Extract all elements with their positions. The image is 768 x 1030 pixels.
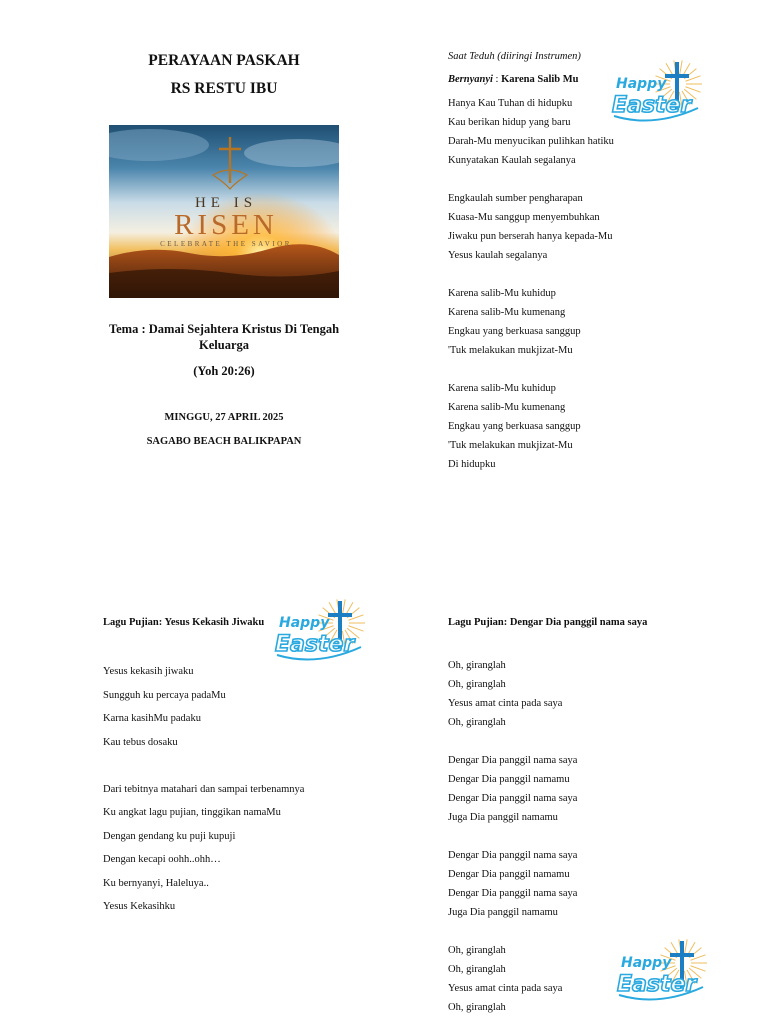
sun-ray xyxy=(684,939,687,955)
sun-ray xyxy=(686,87,701,92)
lyric-line: Darah-Mu menyucikan pulihkan hatiku xyxy=(448,136,614,147)
sun-ray xyxy=(679,60,682,76)
badge-word-easter: Easter xyxy=(617,972,697,997)
lyric-line: Oh, giranglah xyxy=(448,717,506,728)
badge-word-happy: Happy xyxy=(616,76,667,92)
song-separator: : xyxy=(492,74,502,85)
image-text-risen: RISEN xyxy=(174,209,278,241)
image-text-celebrate: CELEBRATE THE SAVIOR xyxy=(160,240,292,248)
song-title-line xyxy=(448,74,579,85)
lyric-line: Yesus amat cinta pada saya xyxy=(448,983,563,994)
lyric-line: Dengar Dia panggil namamu xyxy=(448,869,570,880)
cover-title-line1: PERAYAAN PASKAH xyxy=(148,52,300,69)
stanza-gap xyxy=(448,732,708,751)
lyric-line: Karena salib-Mu kuhidup xyxy=(448,383,556,394)
lyric-line: Ku angkat lagu pujian, tinggikan namaMu xyxy=(103,807,281,818)
sun-ray xyxy=(349,626,364,631)
lyric-line: Oh, giranglah xyxy=(448,1002,506,1013)
lyric-line: Oh, giranglah xyxy=(448,679,506,690)
lyric-line: Karena salib-Mu kumenang xyxy=(448,402,566,413)
song-heading-dengar-dia: Lagu Pujian: Dengar Dia panggil nama saya xyxy=(448,617,648,628)
lyric-line: Yesus amat cinta pada saya xyxy=(448,698,563,709)
lyric-line: Oh, giranglah xyxy=(448,964,506,975)
lyric-line: Juga Dia panggil namamu xyxy=(448,812,558,823)
cover-title-line2: RS RESTU IBU xyxy=(170,80,278,97)
happy-easter-badge-middle xyxy=(269,587,367,685)
happy-easter-badge-top xyxy=(606,48,704,146)
song-title: Karena Salib Mu xyxy=(501,74,579,85)
lyric-line: Dengar Dia panggil namamu xyxy=(448,774,570,785)
lyric-line: Kau berikan hidup yang baru xyxy=(448,117,571,128)
lyric-line: Juga Dia panggil namamu xyxy=(448,907,558,918)
intro-text: Saat Teduh (diiringi Instrumen) xyxy=(448,51,581,62)
lyric-line: Sungguh ku percaya padaMu xyxy=(103,689,226,701)
stanza-gap xyxy=(103,754,363,778)
cross-bar xyxy=(665,74,689,78)
lyric-line: Di hidupku xyxy=(448,459,496,470)
badge-word-easter: Easter xyxy=(612,93,692,118)
stanza-gap xyxy=(448,170,708,189)
cover-date: MINGGU, 27 APRIL 2025 xyxy=(164,412,284,423)
lyric-line: Oh, giranglah xyxy=(448,660,506,671)
lyric-line: Ku bernyanyi, Haleluya.. xyxy=(103,877,209,889)
lyric-line: Dengar Dia panggil nama saya xyxy=(448,888,578,899)
lyric-line: Kau tebus dosaku xyxy=(103,736,178,748)
badge-word-happy: Happy xyxy=(621,955,672,971)
lyric-line: Dengar Dia panggil nama saya xyxy=(448,755,578,766)
lyric-line: Dengar Dia panggil nama saya xyxy=(448,793,578,804)
lyric-line: Hanya Kau Tuhan di hidupku xyxy=(448,98,573,109)
stanza-gap xyxy=(448,360,708,379)
lyric-line: Kuasa-Mu sanggup menyembuhkan xyxy=(448,212,600,223)
sun-ray xyxy=(342,599,345,615)
cross-bar xyxy=(328,613,352,617)
lyric-line: Engkaulah sumber pengharapan xyxy=(448,193,583,204)
badge-word-easter: Easter xyxy=(275,632,355,657)
lyric-line: Yesus Kekasihku xyxy=(103,901,176,912)
song-heading-yesus-kekasih-jiwaku: Lagu Pujian: Yesus Kekasih Jiwaku xyxy=(103,617,265,628)
lyric-line: Karena salib-Mu kumenang xyxy=(448,307,566,318)
cover-theme: Tema : Damai Sejahtera Kristus Di Tengah Keluarga xyxy=(108,322,340,352)
cover-location: SAGABO BEACH BALIKPAPAN xyxy=(146,436,302,447)
lyric-line: Yesus kekasih jiwaku xyxy=(103,666,194,677)
lyric-line: 'Tuk melakukan mukjizat-Mu xyxy=(448,345,573,356)
lyric-line: Yesus kaulah segalanya xyxy=(448,250,548,261)
lyrics-karena-salib-mu xyxy=(448,94,708,474)
lyrics-yesus-kekasih-jiwaku xyxy=(103,660,363,919)
he-is-risen-image xyxy=(109,125,339,298)
stanza-gap xyxy=(448,265,708,284)
stanza-gap xyxy=(448,827,708,846)
lyric-line: Karna kasihMu padaku xyxy=(103,713,201,724)
lyric-line: Dengan gendang ku puji kupuji xyxy=(103,830,236,842)
lyric-line: 'Tuk melakukan mukjizat-Mu xyxy=(448,440,573,451)
lyric-line: Dengan kecapi oohh..ohh… xyxy=(103,854,221,865)
lyric-line: Dengar Dia panggil nama saya xyxy=(448,850,578,861)
lyric-line: Dari tebitnya matahari dan sampai terbenamnya xyxy=(103,783,305,795)
lyric-line: Engkau yang berkuasa sanggup xyxy=(448,421,581,432)
happy-easter-badge-bottom xyxy=(611,927,709,1025)
cross-bar xyxy=(670,953,694,957)
cover-verse: (Yoh 20:26) xyxy=(193,364,255,378)
sun-ray xyxy=(691,966,706,971)
lyric-line: Jiwaku pun berserah hanya kepada-Mu xyxy=(448,231,613,242)
lyric-line: Oh, giranglah xyxy=(448,945,506,956)
badge-word-happy: Happy xyxy=(279,615,330,631)
lyric-line: Engkau yang berkuasa sanggup xyxy=(448,326,581,337)
image-text-he-is: HE IS xyxy=(194,195,258,211)
lyric-line: Kunyatakan Kaulah segalanya xyxy=(448,155,576,166)
lyric-line: Karena salib-Mu kuhidup xyxy=(448,288,556,299)
song-prefix: Bernyanyi xyxy=(448,74,493,85)
